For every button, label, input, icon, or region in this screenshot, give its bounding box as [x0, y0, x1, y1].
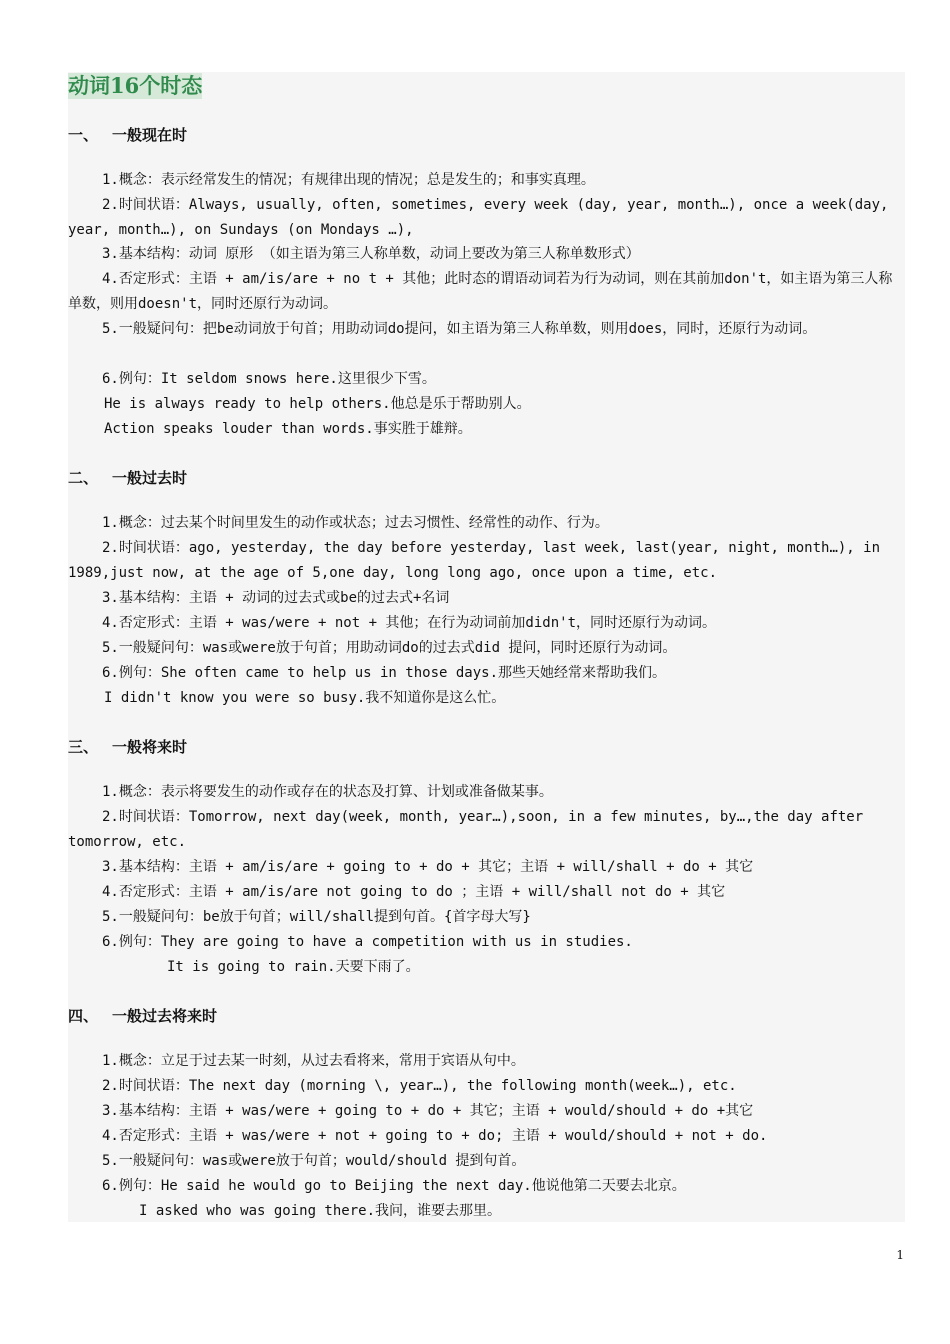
structure-line: 3.基本结构：主语 + 动词的过去式或be的过去式+名词: [102, 590, 450, 606]
example-line: I didn't know you were so busy.我不知道你是这么忙。: [104, 690, 506, 706]
example-line: He is always ready to help others.他总是乐于帮助别人。: [104, 396, 531, 412]
section-heading: [68, 124, 187, 145]
example-line: It is going to rain.天要下雨了。: [167, 959, 420, 975]
structure-line: 3.基本结构：主语 + was/were + going to + do + 其它；主语 + would/should + do +其它: [102, 1103, 754, 1119]
time-adverbial-line: 2.时间状语：ago, yesterday, the day before yesterday, last week, last(year, night, month…), in 1989,just now, at the age of 5,one day, long long ago, once upon a time, etc.: [68, 540, 881, 581]
structure-line: 3.基本结构：主语 + am/is/are + going to + do + 其它；主语 + will/shall + do + 其它: [102, 859, 754, 875]
structure-line: 3.基本结构：动词 原形 （如主语为第三人称单数，动词上要改为第三人称单数形式）: [102, 246, 640, 262]
page-number: 1: [896, 1248, 904, 1262]
example-line: 6.例句：He said he would go to Beijing the next day.他说他第二天要去北京。: [102, 1178, 686, 1194]
question-form-line: 5.一般疑问句：be放于句首；will/shall提到句首。{首字母大写}: [102, 909, 531, 925]
section-heading: [68, 467, 187, 488]
concept-line: 1.概念：表示将要发生的动作或存在的状态及打算、计划或准备做某事。: [102, 784, 553, 800]
example-line: I asked who was going there.我问，谁要去那里。: [139, 1203, 502, 1219]
concept-line: 1.概念：立足于过去某一时刻，从过去看将来，常用于宾语从句中。: [102, 1053, 525, 1069]
section-title: 一般将来时: [112, 738, 188, 756]
example-line: 6.例句：It seldom snows here.这里很少下雪。: [102, 371, 436, 387]
concept-line: 1.概念：表示经常发生的情况；有规律出现的情况；总是发生的；和事实真理。: [102, 172, 595, 188]
negative-form-line: 4.否定形式：主语 + was/were + not + 其他；在行为动词前加didn't，同时还原行为动词。: [102, 615, 717, 631]
time-adverbial-line: 2.时间状语：Always, usually, often, sometimes, every week (day, year, month…), once a week(day, year, month…), on Sundays (on Mondays …),: [68, 197, 889, 238]
section-number: 四、: [68, 1007, 99, 1025]
negative-form-line: 4.否定形式：主语 + was/were + not + going to + do; 主语 + would/should + not + do.: [102, 1128, 768, 1144]
time-adverbial-line: 2.时间状语：Tomorrow, next day(week, month, year…),soon, in a few minutes, by…,the day after tomorrow, etc.: [68, 809, 864, 850]
section-number: 三、: [68, 738, 99, 756]
example-line: 6.例句：They are going to have a competition with us in studies.: [102, 934, 633, 950]
question-form-line: 5.一般疑问句：was或were放于句首；用助动词do的过去式did 提问，同时还原行为动词。: [102, 640, 677, 656]
concept-line: 1.概念：过去某个时间里发生的动作或状态；过去习惯性、经常性的动作、行为。: [102, 515, 609, 531]
question-form-line: 5.一般疑问句：was或were放于句首；would/should 提到句首。: [102, 1153, 526, 1169]
section-title: 一般过去将来时: [112, 1007, 218, 1025]
time-adverbial-line: 2.时间状语：The next day (morning \, year…), the following month(week…), etc.: [102, 1078, 737, 1094]
section-heading: [68, 736, 187, 757]
example-line: Action speaks louder than words.事实胜于雄辩。: [104, 421, 472, 437]
negative-form-line: 4.否定形式：主语 + am/is/are not going to do ；主语 + will/shall not do + 其它: [102, 884, 726, 900]
example-line: 6.例句：She often came to help us in those days.那些天她经常来帮助我们。: [102, 665, 667, 681]
section-title: 一般现在时: [112, 126, 188, 144]
section-title: 一般过去时: [112, 469, 188, 487]
section-heading: [68, 1005, 217, 1026]
question-form-line: 5.一般疑问句：把be动词放于句首；用助动词do提问，如主语为第三人称单数，则用does，同时，还原行为动词。: [102, 321, 817, 337]
document-title: 动词16个时态: [68, 73, 203, 98]
section-number: 二、: [68, 469, 99, 487]
section-number: 一、: [68, 126, 99, 144]
negative-form-line: 4.否定形式：主语 + am/is/are + no t + 其他；此时态的谓语动词若为行为动词，则在其前加don't，如主语为第三人称单数，则用doesn't，同时还原行为动词。: [68, 271, 893, 312]
